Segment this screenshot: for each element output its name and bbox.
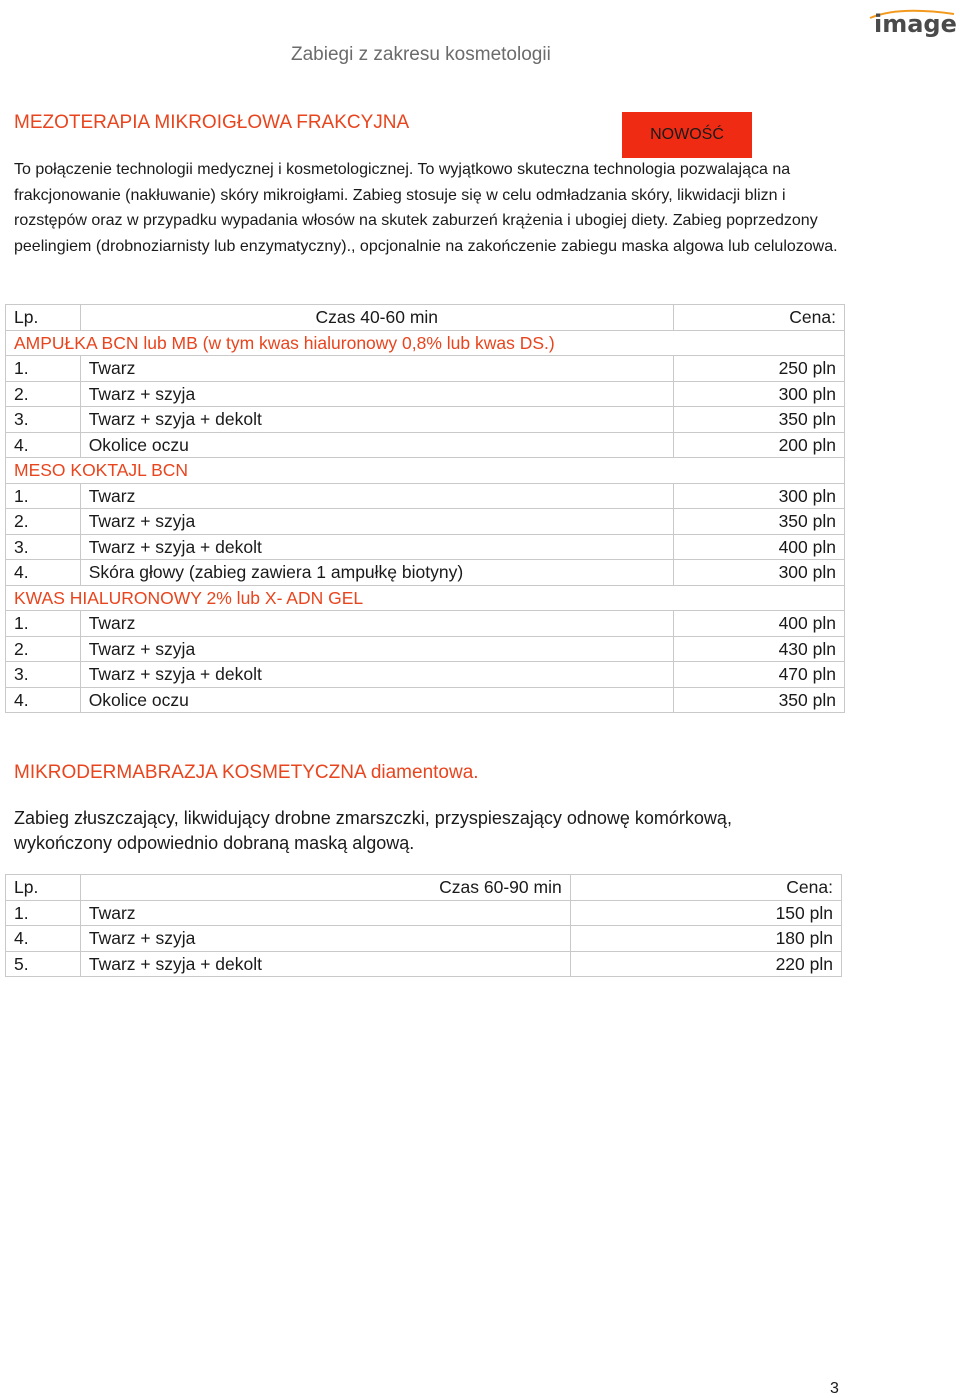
row-lp: 2. [6, 636, 81, 662]
table-header-row [6, 305, 845, 331]
new-badge: NOWOŚĆ [622, 112, 752, 158]
brand-logo [868, 4, 956, 38]
row-name: Twarz [80, 900, 570, 926]
col-time-header: Czas 60-90 min [80, 875, 570, 901]
row-price: 220 pln [570, 951, 841, 977]
row-name: Twarz + szyja [80, 509, 673, 535]
row-name: Twarz [80, 611, 673, 637]
table-row [6, 509, 845, 535]
row-price: 400 pln [673, 611, 844, 637]
price-table-mikrodermabrazja [5, 874, 842, 977]
price-table-mezoterapia [5, 304, 845, 713]
group-row [6, 585, 845, 611]
row-name: Twarz + szyja [80, 636, 673, 662]
row-price: 470 pln [673, 662, 844, 688]
table-row [6, 636, 845, 662]
group-row [6, 330, 845, 356]
row-price: 300 pln [673, 560, 844, 586]
table-row [6, 534, 845, 560]
table-row [6, 926, 842, 952]
group-title: MESO KOKTAJL BCN [6, 458, 845, 484]
col-lp-header: Lp. [6, 305, 81, 331]
row-name: Twarz + szyja [80, 926, 570, 952]
table-row [6, 662, 845, 688]
row-lp: 2. [6, 381, 81, 407]
row-price: 200 pln [673, 432, 844, 458]
row-name: Skóra głowy (zabieg zawiera 1 ampułkę biotyny) [80, 560, 673, 586]
row-price: 400 pln [673, 534, 844, 560]
col-price-header: Cena: [673, 305, 844, 331]
row-price: 350 pln [673, 509, 844, 535]
table-row [6, 900, 842, 926]
row-price: 350 pln [673, 687, 844, 713]
table-row [6, 687, 845, 713]
table-row [6, 483, 845, 509]
row-lp: 3. [6, 534, 81, 560]
table-row [6, 611, 845, 637]
col-time-header: Czas 40-60 min [80, 305, 673, 331]
logo-text: image [874, 10, 956, 38]
row-name: Twarz + szyja + dekolt [80, 407, 673, 433]
section-description-mezoterapia: To połączenie technologii medycznej i kosmetologicznej. To wyjątkowo skuteczna technologia pozwalająca na frakcjonowanie (nakłuwanie) skóry mikroigłami. Zabieg stosuje się w celu odmładzania skóry, likwidacji blizn i rozstępów oraz w przypadku wypadania włosów na skutek zaburzeń krążenia i ubogiej diety. Zabieg poprzedzony peelingiem (drobnoziarnisty lub enzymatyczny)., opcjonalnie na zakończenie zabiegu maska algowa lub celulozowa. [14, 161, 838, 255]
row-name: Twarz [80, 483, 673, 509]
row-lp: 5. [6, 951, 81, 977]
row-name: Okolice oczu [80, 432, 673, 458]
row-lp: 4. [6, 560, 81, 586]
table-row [6, 381, 845, 407]
row-lp: 3. [6, 662, 81, 688]
group-title: AMPUŁKA BCN lub MB (w tym kwas hialuronowy 0,8% lub kwas DS.) [6, 330, 845, 356]
row-lp: 4. [6, 432, 81, 458]
section-description-mikrodermabrazja: Zabieg złuszczający, likwidujący drobne zmarszczki, przyspieszający odnowę komórkową, wykończony odpowiednio dobraną maską algową. [14, 808, 732, 853]
row-lp: 4. [6, 926, 81, 952]
page-number: 3 [830, 1380, 839, 1397]
row-price: 250 pln [673, 356, 844, 382]
section-title-mikrodermabrazja: MIKRODERMABRAZJA KOSMETYCZNA diamentowa. [14, 762, 479, 783]
row-name: Twarz + szyja + dekolt [80, 662, 673, 688]
row-lp: 1. [6, 611, 81, 637]
table-row [6, 951, 842, 977]
table-row [6, 407, 845, 433]
row-price: 150 pln [570, 900, 841, 926]
table-row [6, 432, 845, 458]
row-lp: 1. [6, 483, 81, 509]
row-name: Okolice oczu [80, 687, 673, 713]
group-title: KWAS HIALURONOWY 2% lub X- ADN GEL [6, 585, 845, 611]
row-lp: 2. [6, 509, 81, 535]
row-name: Twarz [80, 356, 673, 382]
row-name: Twarz + szyja + dekolt [80, 534, 673, 560]
row-price: 300 pln [673, 381, 844, 407]
section-title-mezoterapia: MEZOTERAPIA MIKROIGŁOWA FRAKCYJNA [14, 112, 410, 133]
row-lp: 1. [6, 900, 81, 926]
group-row [6, 458, 845, 484]
table-header-row [6, 875, 842, 901]
table-row [6, 560, 845, 586]
row-lp: 1. [6, 356, 81, 382]
row-name: Twarz + szyja + dekolt [80, 951, 570, 977]
col-lp-header: Lp. [6, 875, 81, 901]
row-price: 430 pln [673, 636, 844, 662]
row-name: Twarz + szyja [80, 381, 673, 407]
row-lp: 4. [6, 687, 81, 713]
row-price: 180 pln [570, 926, 841, 952]
page-header: Zabiegi z zakresu kosmetologii [291, 44, 551, 65]
table-row [6, 356, 845, 382]
row-price: 350 pln [673, 407, 844, 433]
row-lp: 3. [6, 407, 81, 433]
row-price: 300 pln [673, 483, 844, 509]
col-price-header: Cena: [570, 875, 841, 901]
